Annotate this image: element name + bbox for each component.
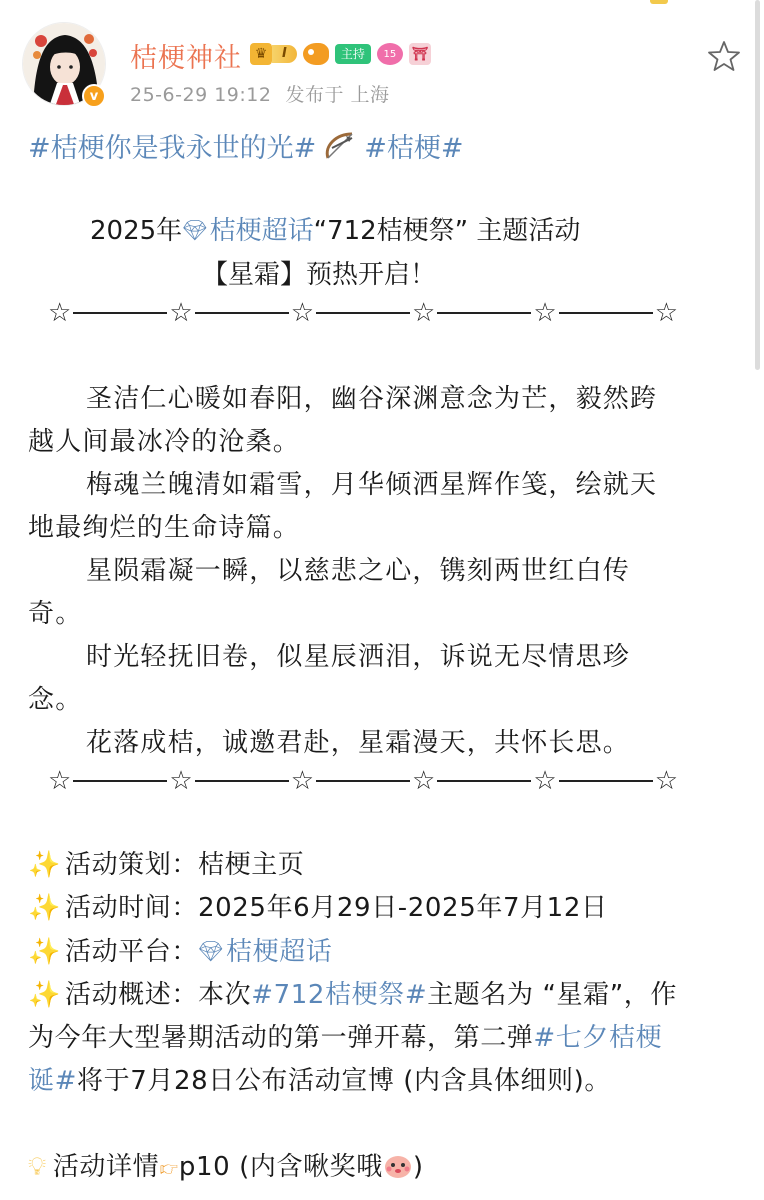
sparkle-icon: ✨ [28,980,61,1010]
star-outline-icon: ☆ [290,766,314,796]
scrollbar[interactable] [755,0,760,370]
sparkle-icon: ✨ [28,937,61,967]
poem-line: 梅魂兰魄清如霜雪，月华倾洒星辉作笺，绘就天 [86,470,658,500]
info-text: 为今年大型暑期活动的第一弹开幕，第二弹 [28,1023,534,1053]
shrine-gate-icon[interactable]: ⛩ [409,43,431,65]
title-year: 2025年 [90,216,183,246]
cute-face-icon [383,1150,413,1176]
info-value: 2025年6月29日-2025年7月12日 [198,893,608,923]
info-overview-cont [28,1017,740,1060]
supertopic-link[interactable]: 桔梗超话 [209,216,314,246]
pointing-hand-icon: 👉︎ [159,1152,179,1182]
fish-icon[interactable] [303,43,329,65]
hashtag-link[interactable]: #七夕桔梗 [533,1023,663,1053]
hashtag-link[interactable]: #桔梗你是我永世的光# [28,133,317,164]
star-outline-icon: ☆ [533,766,557,796]
poem-line: 奇。 [28,599,83,629]
info-label: 活动详情 [52,1152,160,1182]
star-outline-icon: ☆ [654,766,679,796]
hashtag-link[interactable]: #712桔梗祭# [251,980,428,1010]
sparkle-icon: ✨ [28,850,61,880]
poem-line: 念。 [28,685,83,715]
info-time [28,887,740,930]
info-value: 桔梗主页 [198,850,305,880]
event-info [28,844,740,1189]
fan-badge[interactable]: 15 [377,43,403,65]
level-badge[interactable] [250,43,297,65]
poem-line: 花落成桔，诚邀君赴，星霜漫天，共怀长思。 [86,728,631,758]
info-text: 本次 [198,980,252,1010]
info-overview-cont [28,1060,740,1103]
info-planner [28,844,740,887]
info-text: 主题名为 “星霜”，作 [427,980,678,1010]
star-outline-icon: ☆ [169,766,193,796]
info-text: 将于7月28日公布活动宣博 (内含具体细则)。 [77,1066,611,1096]
username[interactable]: 桔梗神社 [130,43,242,74]
star-outline-icon: ☆ [48,298,72,328]
post-header [22,22,742,112]
poem-line: 时光轻抚旧卷，似星辰洒泪，诉说无尽情思珍 [86,642,631,672]
diamond-icon: 💎︎ [198,939,224,963]
level-badge-label: I [272,45,297,63]
star-outline-icon: ☆ [654,298,679,328]
star-divider [48,298,678,328]
hashtag-link[interactable]: 诞# [28,1066,77,1096]
bulb-icon: 💡︎ [28,1152,47,1182]
post-location: 发布于 上海 [285,84,390,106]
post-meta [130,80,390,107]
diamond-icon: 💎︎ [182,218,208,242]
poem-line: 圣洁仁心暖如春阳，幽谷深渊意念为芒，毅然跨 [86,384,658,414]
info-label: 活动平台： [64,937,198,967]
info-text: p10 (内含啾奖哦 [178,1152,383,1182]
info-details [28,1146,740,1189]
poem-line: 越人间最冰冷的沧桑。 [28,427,301,457]
crown-icon: ♛ [250,43,272,65]
info-overview [28,974,740,1017]
star-outline-icon: ☆ [533,298,557,328]
favorite-star-button[interactable] [706,38,742,74]
poem-line: 地最绚烂的生命诗篇。 [28,513,301,543]
star-divider [48,766,678,796]
top-edge-highlight [650,0,668,4]
post-title-line2: 【星霜】预热开启！ [202,260,437,290]
host-badge[interactable]: 主持 [335,44,371,64]
info-platform [28,930,740,974]
user-badges [250,40,431,68]
poem-paragraph [28,378,734,765]
title-event: “712桔梗祭” 主题活动 [313,216,581,246]
supertopic-link[interactable]: 桔梗超话 [226,937,333,967]
post-title-line1 [90,210,580,247]
sparkle-icon: ✨ [28,893,61,923]
star-outline-icon [706,38,742,74]
info-text: ) [412,1152,424,1182]
star-outline-icon: ☆ [412,766,436,796]
hashtag-link[interactable]: #桔梗# [364,133,464,164]
verified-icon: v [82,84,106,108]
star-outline-icon: ☆ [290,298,314,328]
hashtag-line [28,126,464,169]
star-outline-icon: ☆ [412,298,436,328]
info-label: 活动策划： [64,850,198,880]
info-label: 活动概述： [64,980,198,1010]
star-outline-icon: ☆ [169,298,193,328]
post-time: 25-6-29 19:12 [130,84,272,106]
info-label: 活动时间： [64,893,198,923]
star-outline-icon: ☆ [48,766,72,796]
bow-arrow-icon [322,130,358,169]
poem-line: 星陨霜凝一瞬，以慈悲之心，镌刻两世红白传 [86,556,631,586]
